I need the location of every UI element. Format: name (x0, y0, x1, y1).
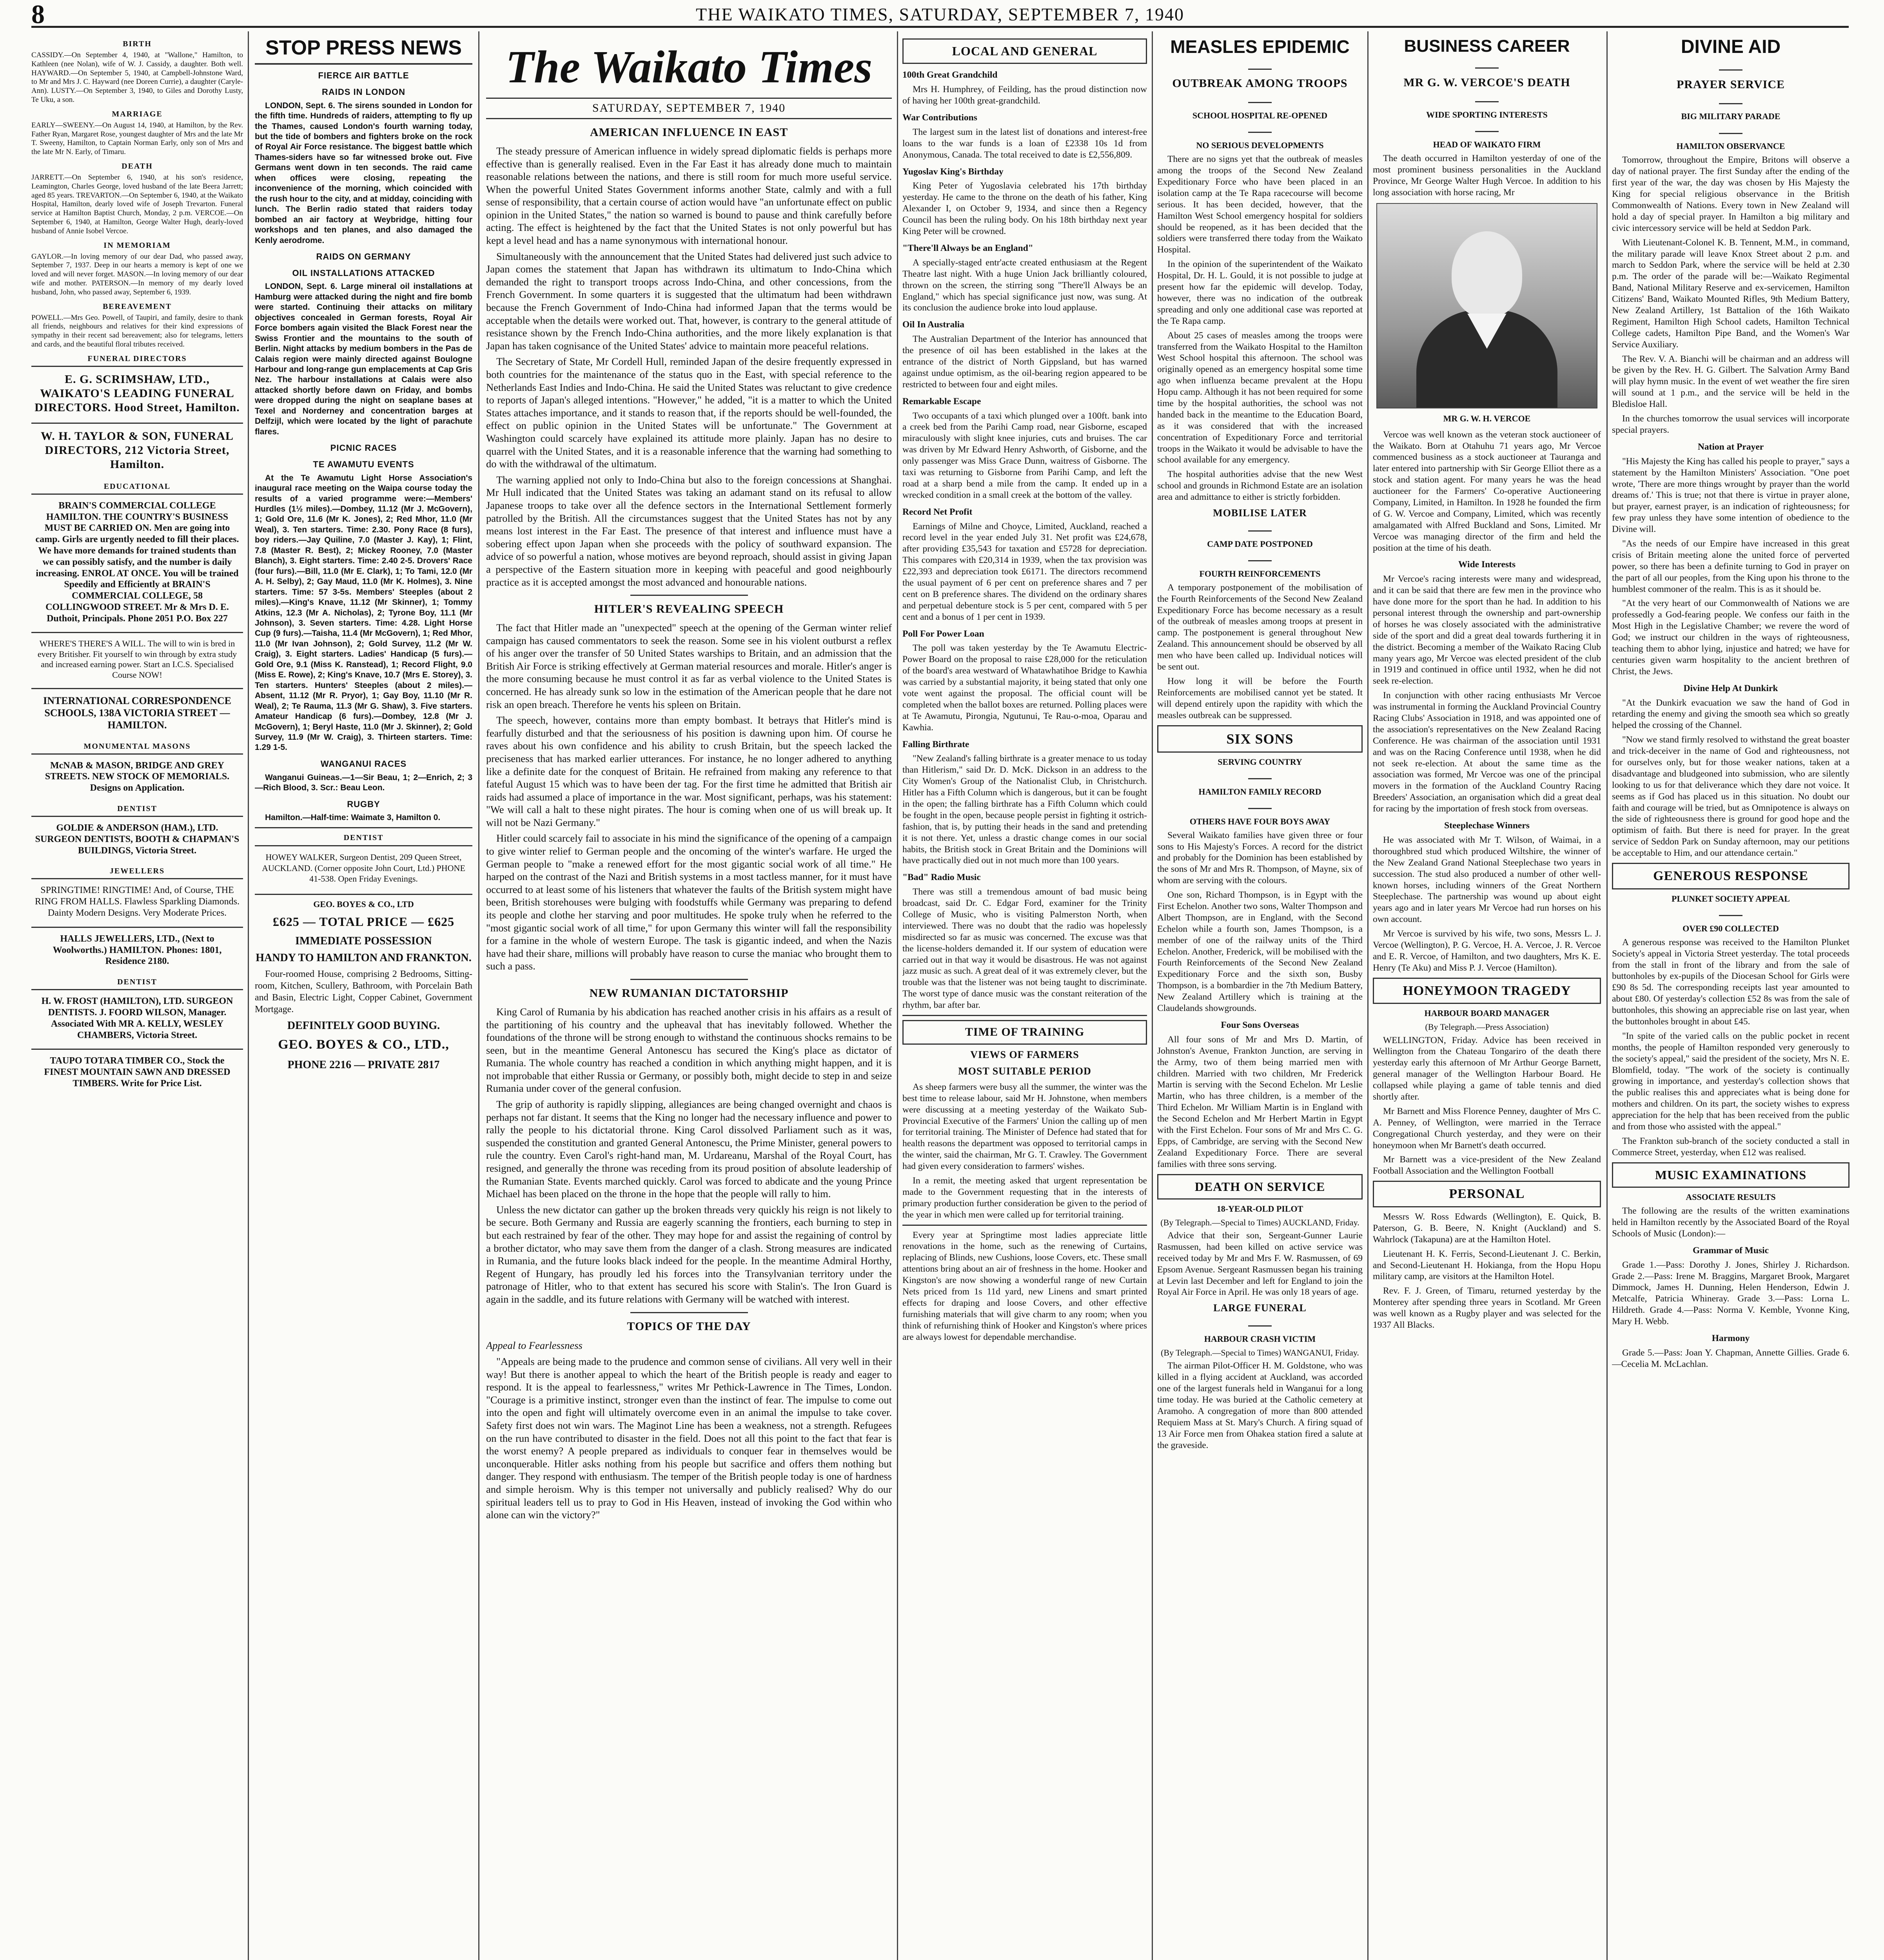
local-subhead: 100th Great Grandchild (902, 70, 998, 80)
local-subhead: Poll For Power Loan (902, 628, 984, 639)
measles-subheadline: SCHOOL HOSPITAL RE-OPENED (1192, 111, 1328, 121)
page-number: 8 (31, 0, 45, 29)
ics-ad: INTERNATIONAL CORRESPONDENCE SCHOOLS, 138A VICTORIA STREET — HAMILTON. (31, 688, 243, 737)
divine-paragraph: In the churches tomorrow the usual services will incorporate special prayers. (1612, 414, 1850, 435)
music-subhead: Harmony (1712, 1333, 1750, 1344)
local-paragraph: As sheep farmers were busy all the summer, the winter was the best time to release labour, said Mr H. Johnstone, when members were discussing at a meeting yesterday of the Waikato Sub-Provincial Executive of the Farmers' Union the calling up of men for territorial training. The Minister of Defence had stated that for health reasons the department was opposed to territorial camps in the winter, said the chairman, Mr G. T. Crawley. The Government had given every consideration to farmers' wishes. (902, 1082, 1147, 1172)
paper-date-line: THE WAIKATO TIMES, SATURDAY, SEPTEMBER 7, 1940 (696, 4, 1184, 24)
divine-headline: DIVINE AID (1681, 36, 1781, 57)
career-subhead: Steeplechase Winners (1444, 820, 1530, 831)
stop-press-heading: RUGBY (347, 799, 380, 809)
career-subheadline: WIDE SPORTING INTERESTS (1426, 110, 1548, 120)
divine-paragraph: "As the needs of our Empire have increased in this great crisis of Britain meeting alone the united force of perverted power, so there has been a definite turning to God in prayer on the part of all our peoples, from the King upon his throne to the humblest commoner of the realm. This is as it should be. (1612, 538, 1850, 594)
boyes-ad-foot: GEO. BOYES & CO., LTD., (278, 1037, 449, 1052)
stop-press-story: LONDON, Sept. 6. The sirens sounded in London for the fifth time. Hundreds of raiders, attempting to fly up the Thames, caused London's fourth warning today, but the tide of bombers and fighters broke on the rock of Royal Air Force resistance. The biggest battle which Thames-siders have so far witnessed broke out. Five Germans went down in ten seconds. The raid came when offices were closing, repeating the inconvenience of the morning, which coincided with the rush hour to the city, and at midday, coinciding with lunch. The Berlin radio stated that raiders today bombed an air factory at Weybridge, hitting four workshops and ten planes, and also damaged the Kenly aerodrome. (255, 101, 472, 245)
local-paragraph: Two occupants of a taxi which plunged over a 100ft. bank into a creek bed from the Parihi Camp road, near Gisborne, escaped miraculously with slight knee injuries, cuts and bruises. The car was driven by Mr Edward Henry Ashworth, of Gisborne, and the only passenger was Miss Grace Dunn, waitress of Gisborne. The taxi was returning to Gisborne from Parihi Camp, and left the road at a sharp bend a mile from the camp. It ended up in a wrecked condition in a small creek at the bottom of the valley. (902, 410, 1147, 500)
editorial-paragraph: The grip of authority is rapidly slipping, allegiances are being changed overnight and chaos is perhaps not far distant. It seems that the King no longer had the necessary influence and power to rally the people to his dictatorial throne. King Carol dissolved Parliament such as it was, suspended the constitution and granted General Antonescu, the Prime Minister, general powers to rule the country. Even Carol's right-hand man, M. Urdareanu, Marshal of the Royal Court, has resigned, and generally the throne was receding from its proud position of absolute leadership of the Rumanian State. Events marched quickly. Carol was forced to abdicate and the young Prince Michael has been placed on the throne in the hope that the people will rally to him. (486, 1098, 892, 1200)
measles-paragraph: In the opinion of the superintendent of the Waikato Hospital, Dr. H. L. Gould, it is not possible to judge at present how far the epidemic will develop. Today, however, there was no indication of the outbreak spreading and only one additional case was reported at the Te Rapa camp. (1157, 259, 1363, 326)
editorial-paragraph: The Secretary of State, Mr Cordell Hull, reminded Japan of the desire frequently expressed in both countries for the maintenance of the status quo in the East, with special reference to the Netherlands East Indies and Indo-China. He said the United States was reluctant to give credence to reports of Japan's alleged intentions. "However," he added, "it is a matter to which the United States attaches importance, and it stands to reason that, if the reports should be well-founded, the effect on public opinion in the United States will be unfortunate." The Government at Washington could scarcely have explained its attitude more plainly. Japan has no desire to quarrel with the United States, and it is a reasonable inference that the warning had something to do with the withdrawal of the ultimatum. (486, 356, 892, 470)
death-on-service-headline: DEATH ON SERVICE (1157, 1174, 1363, 1200)
bereavement-heading: BEREAVEMENT (102, 302, 172, 311)
editorial-paragraph: Unless the new dictator can gather up the broken threads very quickly his reign is not likely to be secure. Both Germany and Russia are eagerly scanning the frontiers, each burning to step in but each restrained by fear of the other. They may hope for and assist the regaining of control by a brother dictator, who may save them from the danger of a clash. Strong measures are indicated in Rumania, and the future looks black indeed for the people. In the meantime Admiral Horthy, Regent of Hungary, has proudly led his forces into the Transylvanian territory under the patronage of Hitler, who to that extent has secured his score with Stalin's. The Iron Guard is again in the saddle, and its future relations with Germany will be watched with interest. (486, 1203, 892, 1305)
local-paragraph: In a remit, the meeting asked that urgent representation be made to the Government requesting that in the interests of primary production further consideration be given to the period of the year in which men were called up for territorial training. (902, 1176, 1147, 1220)
editorial-heading: HITLER'S REVEALING SPEECH (594, 603, 784, 616)
divine-paragraph: "At the Dunkirk evacuation we saw the hand of God in retarding the enemy and giving the smooth sea which so greatly helped the crossing of the Channel. (1612, 697, 1850, 731)
column-rule (248, 31, 249, 1960)
divine-subhead: Divine Help At Dunkirk (1683, 683, 1778, 693)
career-headline: BUSINESS CAREER (1404, 36, 1570, 56)
boyes-ad-sub: IMMEDIATE POSSESSION (295, 935, 432, 947)
editorial-heading: AMERICAN INFLUENCE IN EAST (590, 126, 788, 139)
howey-walker-ad: HOWEY WALKER, Surgeon Dentist, 209 Queen Street, AUCKLAND. (Corner opposite John Court, Ltd.) PHONE 41-538. Open Friday Evenings. (255, 845, 472, 890)
plunket-paragraph: The Frankton sub-branch of the society conducted a stall in Commerce Street, yesterday, when £12 was realised. (1612, 1136, 1850, 1158)
training-headline: TIME OF TRAINING (902, 1020, 1147, 1045)
boyes-ad-price: £625 — TOTAL PRICE — £625 (272, 914, 455, 929)
column-rule (1152, 31, 1153, 1960)
music-headline: MUSIC EXAMINATIONS (1612, 1162, 1850, 1188)
music-subheadline: ASSOCIATE RESULTS (1686, 1192, 1776, 1202)
personal-paragraph: Messrs W. Ross Edwards (Wellington), E. Quick, B. Paterson, G. B. Beere, N. Knight (Auckland) and S. Wahrlock (Takapuna) are at the Hamilton Hotel. (1373, 1212, 1601, 1245)
local-subhead: "Bad" Radio Music (902, 872, 981, 883)
local-general-title: LOCAL AND GENERAL (902, 38, 1147, 64)
stop-press-heading: WANGANUI RACES (320, 759, 407, 769)
boyes-ad-body: Four-roomed House, comprising 2 Bedrooms, Sitting-room, Kitchen, Scullery, Bathroom, with Porcelain Bath and Basin, Electric Light, Copper Cabinet, Government Mortgage. (255, 969, 472, 1015)
music-paragraph: Grade 5.—Pass: Joan Y. Chapman, Annette Gillies. Grade 6.—Cecelia M. McLachlan. (1612, 1347, 1850, 1369)
editorial-paragraph: The speech, however, contains more than empty bombast. It betrays that Hitler's mind is fearfully disturbed and that the seriousness of his position is dawning upon him. Of course he raves about his own confidence and his ability to crush Britain, but the speech lacked the preciseness that has marked earlier utterances. For instance, he no longer adhered to anything like a definite date for the conquest of Britain. He refrained from making any reference to that fateful August 15 which was to have been der tag. For the first time he admitted that British air raids had assumed a place of importance in the war. Most significant, perhaps, was his statement: "We will call a halt to these night pirates. The hour is coming when one of us will break up. It will not be Nazi Germany." (486, 714, 892, 828)
scrimshaw-ad: E. G. SCRIMSHAW, LTD., WAIKATO'S LEADING FUNERAL DIRECTORS. Hood Street, Hamilton. (31, 366, 243, 420)
memoriam-heading: IN MEMORIAM (103, 241, 171, 250)
plunket-subheadline: OVER £90 COLLECTED (1683, 923, 1779, 933)
boyes-ad-sub: DEFINITELY GOOD BUYING. (287, 1019, 440, 1032)
race-results: At the Te Awamutu Light Horse Association's inaugural race meeting on the Waipa course today the results of a varied programme were:—Members' Hurdles (1½ miles).—Dombey, 11.12 (Mr J. McGovern), 1; Gold Ore, 11.6 (Mr K. Jones), 2; Red Mhor, 11.0 (Mr Weal), 3. Ten starters. Time: 2.30. Pony Race (8 furs), boy riders.—Jay Quiline, 7.0 (Master J. Kay), 1; Flint, 7.8 (Master R. Best), 2; Mickey Rooney, 7.0 (Master Blanch), 3. Eight starters. Time: 2.40 2-5. Drovers' Race (four furs).—Bill, 11.0 (Mr E. Clark), 1; To Tami, 12.0 (Mr A. H. Selby), 2; Gay Maud, 11.0 (Mr K. Holmes), 3. Nine starters. Time: 57 3-5s. Members' Steeples (about 2 miles).—King's Knave, 11.12 (Mr Skinner), 1; Tommy Atkins, 12.3 (Mr A. Nicholas), 2; Tyrone Boy, 11.1 (Mr Johnson), 3. Seven starters. Time: 4.28. Light Horse Cup (9 furs).—Taisha, 11.4 (Mr McGovern), 1; Red Mhor, 11.0 (Mr Ivan Johnson), 2; Gold Survey, 11.2 (Mr W. Craig), 3. Eight starters. Ladies' Handicap (5 furs).—Gold Ore, 9.1 (Miss K. Ranstead), 1; Record Flight, 9.0 (Miss E. Rowe), 2; King's Knave, 10.7 (Mrs E. Storey), 3. Ten starters. Hunters' Steeples (about 2 miles).—Absent, 11.12 (Mr R. Pryor), 1; Gay Boy, 11.10 (Mr R. Weal), 2; Te Rauma, 11.3 (Mr G. Shaw), 3. Five starters. Amateur Handicap (6 furs).—Dombey, 12.8 (Mr J. McGovern), 1; Beryl Haste, 11.0 (Mr J. Skinner), 2; Gold Survey, 11.9 (Mr W. Craig), 3. Thirteen starters. Time: 1.29 1-5. (255, 473, 472, 752)
divine-subheadline: HAMILTON OBSERVANCE (1676, 141, 1785, 151)
topic-subhead: Appeal to Fearlessness (486, 1339, 583, 1352)
editorial-paragraph: Simultaneously with the announcement that the United States had delivered just such advice to Japan comes the statement that Japan has withdrawn its ultimatum to Indo-China which demanded the right to transport troops across Indo-China, and other concessions, from the French Government. In some quarters it is suggested that the ultimatum had been withdrawn because the French Government of Indo-China had informed Japan that the terms would be acceptable when the details were worked out. That, however, is contrary to the general attitude of resistance shown by the French Indo-China authorities, and the more likely explanation is that Japan has taken cognisance of the United States' advice to maintain more peaceful relations. (486, 250, 892, 352)
stop-press-subheading: RAIDS IN LONDON (322, 87, 405, 97)
career-paragraph: He was associated with Mr T. Wilson, of Waimai, in a thoroughbred stud which produced Wiltshire, the winner of the New Zealand Grand National Steeplechase two years in succession. The stud also produced a number of other well-known horses, including winners of the Great Northern Steeplechase. The partnership was wound up about eight years ago and in later years Mr Vercoe had run horses on his own account. (1373, 835, 1601, 925)
births-heading: BIRTH (123, 40, 152, 48)
local-paragraph: The poll was taken yesterday by the Te Awamutu Electric-Power Board on the proposal to raise £28,000 for the reticulation of the board's area westward of Whatawhatihoe Bridge to Kawhia was carried by a substantial majority, it being stated that only one vote went against the proposal. The official count will be completed when the ballot boxes are returned. Polling places were at Te Awamutu, Pirongia, Ngutunui, Te Rau-o-moa, Oparau and Kawhia. (902, 643, 1147, 733)
local-subhead: Falling Birthrate (902, 739, 969, 750)
stop-press-subheading: OIL INSTALLATIONS ATTACKED (292, 268, 435, 278)
measles-subheadline: OUTBREAK AMONG TROOPS (1172, 77, 1348, 90)
mcnab-ad: McNAB & MASON, BRIDGE AND GREY STREETS. NEW STOCK OF MEMORIALS. Designs on Application. (31, 753, 243, 799)
race-results: Wanganui Guineas.—1—Sir Beau, 1; 2—Enrich, 2; 3—Rich Blood, 3. Scr.: Beau Leon. (255, 773, 472, 793)
editorial-paragraph: The warning applied not only to Indo-China but also to the foreign concessions at Shanghai. Mr Hull indicated that the United States was taking an adamant stand on its refusal to allow Japanese troops to take over all the defence sectors in the International Settlement formerly patrolled by the British. All the circumstances suggest that the United States has not by any means lost interest in the Far East. The presence of that interest and influence must have a sobering effect upon Japan when she proceeds with the policy of southward expansion. The advice of so powerful a nation, whose motives are beyond reproach, should assist in giving Japan a perspective of the Eastern situation more in keeping with peaceful and good neighbourly practice as it is accepted amongst the most advanced and honourable nations. (486, 474, 892, 588)
personal-headline: PERSONAL (1373, 1181, 1601, 1207)
career-paragraph: Mr Vercoe is survived by his wife, two sons, Messrs L. J. Vercoe (Wellington), P. G. Vercoe, H. A. Vercoe, J. R. Vercoe and E. R. Vercoe, of Hamilton, and two daughters, Mrs K. E. Henry (Te Aku) and Miss P. J. Vercoe (Hamilton). (1373, 929, 1601, 973)
stop-press-heading: RAIDS ON GERMANY (316, 251, 411, 261)
births-notices: CASSIDY.—On September 4, 1940, at "Wallone," Hamilton, to Kathleen (nee Nolan), wife of W. J. Cassidy, a daughter. Both well. HAYWARD.—On September 5, 1940, at Campbell-Johnstone Ward, to Mr and Mrs J. C. Hayward (nee Doreen Currie), a daughter (Caryle-Ann). LUSTY.—On September 3, 1940, to Giles and Dorothy Lusty, Te Uku, a son. (31, 51, 243, 104)
stop-press-story: LONDON, Sept. 6. Large mineral oil installations at Hamburg were attacked during the night and fire bomb were started. Continuing their attacks on military objectives concealed in German forests, Royal Air Force bombers again visited the Black Forest near the Swiss Frontier and the mountains to the south of Berlin. Night attacks by medium bombers in the Pas de Calais region were mainly directed against Boulogne Harbour and long-range gun emplacements at Cap Gris Nez. The harbour installations at Calais were also attacked shortly before dawn on Friday, and bombs were dropped during the night on seaplane bases at Texel and Norderney and concentration barges at Delfzijl, which were located by the light of parachute flares. (255, 282, 472, 436)
mobilise-paragraph: A temporary postponement of the mobilisation of the Fourth Reinforcements of the Second New Zealand Expeditionary Force has become necessary as a result of the outbreak of measles among troops at present in camp. The postponement is general throughout New Zealand. This announcement should be observed by all men who have been called up. Individual notices will be sent out. (1157, 582, 1363, 672)
funeral-directors-heading: FUNERAL DIRECTORS (87, 354, 187, 363)
plunket-subheadline: PLUNKET SOCIETY APPEAL (1672, 893, 1790, 904)
plunket-paragraph: A generous response was received to the Hamilton Plunket Society's appeal in Victoria Street yesterday. The total proceeds from the stall in front of the library and from the sale of buttonholes by ex-pupils of the Diocesan School for Girls were £90 8s 5d. The corresponding receipts last year amounted to about £80. Of yesterday's collection £52 8s was from the sale of buttonholes, this showing an appreciable rise on last year, when the buttonholes brought in about £45. (1612, 937, 1850, 1027)
death-on-service-subheadline: 18-YEAR-OLD PILOT (1216, 1203, 1303, 1214)
monumental-heading: MONUMENTAL MASONS (83, 742, 191, 751)
springtime-ad: SPRINGTIME! RINGTIME! And, of Course, THE RING FROM HALLS. Flawless Sparkling Diamonds. Dainty Modern Designs. Very Moderate Prices. (31, 878, 243, 924)
local-subhead: "There'll Always be an England" (902, 243, 1033, 253)
brains-college-ad: BRAIN'S COMMERCIAL COLLEGE HAMILTON. THE COUNTRY'S BUSINESS MUST BE CARRIED ON. Men are going into camp. Girls are urgently needed to fill their places. We have more demands for trained students than we can possibly satisfy, and the number is daily increasing. ENROL AT ONCE. You will be trained Speedily and Efficiently at BRAIN'S COMMERCIAL COLLEGE, 58 COLLINGWOOD STREET. Mr & Mrs D. E. Duthoit, Principals. Phone 2051 P.O. Box 227 (31, 494, 243, 630)
measles-column (1157, 34, 1363, 1960)
personal-paragraph: Lieutenant H. K. Ferris, Second-Lieutenant J. C. Berkin, and Second-Lieutenant H. Hokianga, from the Hopu Hopu military camp, are visitors at the Hamilton Hotel. (1373, 1249, 1601, 1282)
taupo-totara-ad: TAUPO TOTARA TIMBER CO., Stock the FINEST MOUNTAIN SAWN AND DRESSED TIMBERS. Write for Price List. (31, 1049, 243, 1094)
plunket-paragraph: "In spite of the varied calls on the public pocket in recent months, the people of Hamilton responded very generously to the society's appeal," said the president of the society, Mrs N. E. Blomfield, today. "The work of the society is continually growing in importance, and yesterday's collection shows that the public realises this and appreciates what is being done for mothers and children. On its part, the society wishes to express appreciation for the help that has been received from the public and from those who assisted with the appeal." (1612, 1031, 1850, 1132)
career-paragraph: Vercoe was well known as the veteran stock auctioneer of the Waikato. Born at Otahuhu 71 years ago, Mr Vercoe commenced business as a stock auctioneer at Tauranga and later entered into partnership with Sir George Elliot there as a stock and station agent. For many years he was the head auctioneer for the Farmers' Co-operative Auctioneering Company, Limited, in Hamilton. In 1928 he founded the firm of G. W. Vercoe and Company, Limited, which was recently amalgamated with Alfred Buckland and Sons, Limited. Mr Vercoe was managing director of the firm and held the position at the time of his death. (1373, 429, 1601, 553)
vercoe-portrait-photo (1376, 203, 1597, 408)
funeral-subheadline: HARBOUR CRASH VICTIM (1204, 1334, 1316, 1344)
marriage-heading: MARRIAGE (112, 109, 163, 118)
mobilise-subheadline: CAMP DATE POSTPONED (1207, 539, 1313, 549)
jewellers-heading: JEWELLERS (109, 867, 165, 876)
memoriam-notices: GAYLOR.—In loving memory of our dear Dad, who passed away, September 7, 1937. Deep in our hearts a memory is kept of one we loved and will never forget. MASON.—In loving memory of our dear wife and mother. PATERSON.—In memory of my dearly loved husband, John, who passed away, September 6, 1939. (31, 252, 243, 296)
music-subhead: Grammar of Music (1692, 1245, 1769, 1256)
career-subheadline: HEAD OF WAIKATO FIRM (1433, 140, 1541, 149)
career-paragraph: In conjunction with other racing enthusiasts Mr Vercoe was instrumental in forming the Auckland Provincial Country Racing Clubs' Association in 1918, and was appointed one of the association's representatives on the New Zealand Racing Conference. He was chairman of the association until 1931 and was on the Racing Conference until 1938, when he did not seek re-election. At about the same time as the association was formed, Mr Vercoe was one of the principal movers in the formation of the Auckland Country Racing Breeders' Association, an organisation which did a great deal for racing by the importation of fresh stock from overseas. (1373, 690, 1601, 814)
local-subhead: Record Net Profit (902, 506, 973, 517)
byline: (By Telegraph.—Special to Times) WANGANUI, Friday. (1161, 1348, 1359, 1358)
editorial-paragraph: King Carol of Rumania by his abdication has reached another crisis in his affairs as a result of the partitioning of his country and the upheaval that has inevitably followed. Whether the foundations of the throne will be strong enough to withstand the continuous shocks remains to be seen, but in the meantime General Antonescu has secured the King's place as dictator of Rumania. The whole country has reached a condition in which anything might happen, and it is not improbable that either Russia or Germany, or possibly both, might decide to step in and seize Rumania under cover of the general confusion. (486, 1005, 892, 1094)
six-sons-subheadline: OTHERS HAVE FOUR BOYS AWAY (1189, 816, 1330, 826)
masthead: The Waikato Times (505, 41, 873, 93)
local-subhead: Oil In Australia (902, 319, 965, 330)
editorial-heading: TOPICS OF THE DAY (627, 1319, 751, 1333)
editorial-paragraph: Hitler could scarcely fail to associate in his mind the significance of the opening of a campaign to give winter relief to German people and the oncoming of the winter's warfare. He urged the German people to "make a renewed effort for the most gigantic social work of all time." He harped on the contrast of the Nazi and British systems in a most tactless manner, for it must have occurred to at least some of his listeners that whatever the faults of the British system might have been, British storehouses were bulging with foodstuffs while Germany was preparing to defend its people and clothe her starving and poor multitudes. He spoke truly when he referred to the "most gigantic social work of all time," for upon Germany this winter will fall the responsibility for a famine in the whole of western Europe. The task is gigantic indeed, and when the Nazis have had their share, millions will probably have reason to curse the maniac who brought them to such a pass. (486, 832, 892, 972)
music-paragraph: The following are the results of the written examinations held in Hamilton recently by the Associated Board of the Royal Schools of Music (London):— (1612, 1206, 1850, 1239)
divine-subheadline: PRAYER SERVICE (1676, 78, 1785, 91)
local-paragraph: King Peter of Yugoslavia celebrated his 17th birthday yesterday. He came to the throne on the death of his father, King Alexander I, on October 9, 1934, and since then a Regency Council has been the ruling body. On his 18th birthday next year King Peter will be crowned. (902, 181, 1147, 237)
death-on-service-paragraph: Advice that their son, Sergeant-Gunner Laurie Rasmussen, had been killed on active service was received today by Mr and Mrs F. W. Rasmussen, of 69 Epsom Avenue. Sergeant Rasmussen began his training at Levin last December and left for England to join the Royal Air Force in April. He was only 18 years of age. (1157, 1230, 1363, 1298)
honeymoon-subheadline: HARBOUR BOARD MANAGER (1424, 1008, 1550, 1018)
educational-heading: EDUCATIONAL (103, 482, 171, 491)
stop-press-heading: PICNIC RACES (330, 443, 397, 453)
local-paragraph: Earnings of Milne and Choyce, Limited, Auckland, reached a record level in the year ended July 31. Net profit was £24,678, after providing £35,543 for taxation and £5728 for depreciation. This compares with £20,314 in 1939, when the tax provision was £22,393 and depreciation took £6171. The directors recommend the usual payment of 6 per cent on preference shares and 7 per cent on B preference shares. The dividend on the ordinary shares and perpetual debenture stock is 5 per cent, compared with 5 per cent and a bonus of 1 per cent in 1939. (902, 521, 1147, 622)
boyes-ad-sub: HANDY TO HAMILTON AND FRANKTON. (256, 952, 472, 964)
divine-paragraph: Tomorrow, throughout the Empire, Britons will observe a day of national prayer. The first Sunday after the ending of the first year of the war, the day was chosen by His Majesty the King for special religious observance in the British Commonwealth of Nations. Every town in New Zealand will hold a day of special prayer. In Hamilton a big military and civic intercessory service will be held at Seddon Park. (1612, 155, 1850, 233)
divine-paragraph: "Now we stand firmly resolved to withstand the great boaster and trick-deceiver in the name of God and righteousness, not for ourselves only, but for those weaker nations, taken at a disadvantage and bludgeoned into submission, who are silently looking to us for that deliverance which they dare not voice. It seems as if God has placed us in this situation. No doubt our faith and courage will be tried, but as Omnipotence is always on the side of righteousness there is ground for good hope and the optimism of faith. But there is need for prayer. In the great service of Seddon Park on Sunday afternoon, may our petitions be acceptable to Him, and our attendance certain." (1612, 735, 1850, 858)
editorial-paragraph: The fact that Hitler made an "unexpected" speech at the opening of the German winter relief campaign has caused commentators to seek the reason. Some see in his violent outburst a reflex of his anger over the transfer of 50 United States warships to Britain, and an admission that the British Air Force is striking effectively at German material resources and morale. Hitler's anger is the more consuming because he must control it as far as verbal violence to the United States is concerned. He has already sunk so low in the estimation of the American people that he dare not risk an open breach. Therefore he vents his spleen on Britain. (486, 621, 892, 710)
goldie-ad: GOLDIE & ANDERSON (HAM.), LTD. SURGEON DENTISTS, BOOTH & CHAPMAN'S BUILDINGS, Victoria Street. (31, 816, 243, 862)
funeral-paragraph: The airman Pilot-Officer H. M. Goldstone, who was killed in a flying accident at Auckland, was accorded one of the largest funerals held in Wanganui for a long time today. He was buried at the Catholic cemetery at Aramoho. A congregation of more than 800 attended Requiem Mass at St. Mary's Church. A firing squad of 13 Air Force men from Ohakea station fired a salute at the graveside. (1157, 1361, 1363, 1450)
byline: (By Telegraph.—Press Association) (1425, 1022, 1549, 1032)
death-notices: JARRETT.—On September 6, 1940, at his son's residence, Leamington, Charles George, loved husband of the late Beera Jarrett; aged 85 years. TREVARTON.—On September 6, 1940, at the Waikato Hospital, Hamilton, dearly loved wife of Joseph Trevarton. Funeral service at Hamilton Baptist Church, Monday, 2 p.m. VERCOE.—On September 6, 1940, at Hamilton, George Walter Hugh, dearly-loved husband of Annie Isobel Vercoe. (31, 173, 243, 235)
marriage-notices: EARLY—SWEENY.—On August 14, 1940, at Hamilton, by the Rev. Father Ryan, Margaret Rose, youngest daughter of Mrs and the late Mr T. Sweeny, Hamilton, to Captain Norman Early, only son of Mrs and the late Mr N. Early, of Timaru. (31, 121, 243, 156)
column-rule (1367, 31, 1369, 1960)
local-paragraph: The Australian Department of the Interior has announced that the presence of oil has been established in the lakes at the entrance of the district of North Gippsland, but has warned against undue optimism, as the oil-bearing region appeared to be restricted to between four and eight miles. (902, 334, 1147, 390)
career-subhead: Wide Interests (1458, 559, 1516, 570)
divine-aid-column (1612, 34, 1850, 1960)
six-sons-subheadline: HAMILTON FAMILY RECORD (1198, 786, 1321, 797)
page-header (31, 2, 1849, 28)
divine-paragraph: With Lieutenant-Colonel K. B. Tennent, M.M., in command, the military parade will leave Knox Street about 2 p.m. and march to Seddon Park, where the service will be held at 2.30 p.m. The order of the parade will be:—Waikato Regimental Band, National Military Reserve and ex-servicemen, Hamilton Citizens' Band, Waikato Mounted Rifles, 9th Medium Battery, New Zealand Artillery, 1st Battalion of the 16th Waikato Regiment, Hamilton High School cadets, Hamilton Technical College cadets, Hamilton Pipe Band, and the Women's War Service Auxiliary. (1612, 237, 1850, 350)
measles-paragraph: About 25 cases of measles among the troops were transferred from the Waikato Hospital to the Hamilton West School hospital this afternoon. The school was originally opened as an emergency hospital some time ago when influenza became prevalent at the Hopu Hopu camp. Although it has not been required for some time by the hospital authorities, the school was not handed back in the meantime to the Education Board, as it was considered that with the increased concentration of Expeditionary Force and territorial troops in the Waikato it would be advisable to have the school available for any emergency. (1157, 330, 1363, 465)
boyes-ad-head: GEO. BOYES & CO., LTD (313, 899, 414, 909)
mobilise-subheadline: FOURTH REINFORCEMENTS (1199, 568, 1321, 579)
death-heading: DEATH (122, 162, 153, 171)
ics-will-ad: WHERE'S THERE'S A WILL. The will to win is bred in every Britisher. Fit yourself to win through by extra study and increased earning power. Start an I.C.S. Specialised Course NOW! (31, 632, 243, 686)
six-sons-subheadline: SERVING COUNTRY (1218, 757, 1302, 767)
dentist-label: DENTIST (343, 833, 384, 842)
honeymoon-paragraph: Mr Barnett was a vice-president of the New Zealand Football Association and the Wellington Football (1373, 1154, 1601, 1176)
divine-paragraph: "At the very heart of our Commonwealth of Nations we are professedly a God-fearing people. We confess our faith in the Most High in the Legislative Chamber; we revere the word of God; we instruct our children in the ways of righteousness, teaching them to abhor lying, injustice and hatred; we have for centuries given warm hospitality to the ancient brethren of Christ, the Jews. (1612, 598, 1850, 677)
career-subheadline: MR G. W. VERCOE'S DEATH (1403, 76, 1570, 89)
divine-subhead: Nation at Prayer (1697, 441, 1764, 452)
column-rule (897, 31, 898, 1960)
mobilise-paragraph: How long it will be before the Fourth Reinforcements are mobilised cannot yet be stated. It will depend entirely upon the rapidity with which the measles outbreak can be suppressed. (1157, 676, 1363, 720)
column-rule (1606, 31, 1608, 1960)
editorial-paragraph: "Appeals are being made to the prudence and common sense of civilians. All very well in their way! But there is another appeal to which the heart of the British people is ready and eager to respond. It is the appeal to fearlessness," writes Mr Pethick-Lawrence in The Times, London. "Courage is a primitive instinct, stronger even than the instinct of fear. The impulse to come out into the open and fight will ultimately overcome even in an animal the impulse to take cover. Safety first does not win wars. The Maginot Line has been a weakness, not a strength. Refugees on the run have contributed to disaster in the field. Does not all this point to the fact that fear is the worst enemy? A people prepared as individuals to conquer fear in themselves would be unconquerable. Hitler asks nothing from his people but sacrifice and offers them nothing but danger. They respond with enthusiasm. The temper of the British people today is one of hardness and simple heroism. Why is this temper not universally and publicly realised? Why do our spiritual leaders tell us to pray to God in His Heaven, instead of invoking the God within who alone can win the victory?" (486, 1356, 892, 1521)
dentist-heading: DENTIST (117, 804, 157, 813)
honeymoon-headline: HONEYMOON TRAGEDY (1373, 978, 1601, 1004)
training-subheadline: VIEWS OF FARMERS (970, 1049, 1079, 1060)
measles-subheadline: NO SERIOUS DEVELOPMENTS (1196, 140, 1324, 151)
six-sons-headline: SIX SONS (1157, 725, 1363, 753)
measles-paragraph: The hospital authorities advise that the new West school and grounds in Richmond Estate are an isolation area and admittance to either is strictly forbidden. (1157, 469, 1363, 503)
measles-headline: MEASLES EPIDEMIC (1170, 36, 1350, 57)
measles-paragraph: There are no signs yet that the outbreak of measles among the troops of the Second New Zealand Expeditionary Force who have been placed in an isolation camp at the Te Rapa racecourse will become serious. It has been decided, however, that the Hamilton West School emergency hospital for soldiers should be reopened, as it has been decided that the soldiers were transferred there today from the Waikato Hospital. (1157, 154, 1363, 255)
local-paragraph: Mrs H. Humphrey, of Feilding, has the proud distinction now of having her 100th great-grandchild. (902, 84, 1147, 106)
divine-paragraph: "His Majesty the King has called his people to prayer," says a statement by the Hamilton Ministers' Association. "One poet wrote, 'There are more things wrought by prayer than the world dreams of.' This is true; not that there is virtue in prayer alone, but prayer, earnest prayer, is an indication of righteousness; for few pray unless they have some intention of obedience to the Divine will. (1612, 456, 1850, 535)
stop-press-subheading: TE AWAMUTU EVENTS (313, 459, 414, 469)
stop-press-heading: FIERCE AIR BATTLE (318, 71, 409, 81)
six-sons-paragraph: One son, Richard Thompson, is in Egypt with the First Echelon. Another two sons, Walter Thompson and Albert Thompson, are in England, with the Second Echelon while a fourth son, James Thompson, is a member of one of the railway units of the Third Echelon. Another, Frederick, will be mobilised with the Fourth Reinforcements of the Second New Zealand Expeditionary Force and the sixth son, Busby Thompson, is a bombardier in the 7th Medium Battery, New Zealand Artillery which is training at the Claudelands showgrounds. (1157, 890, 1363, 1014)
honeymoon-paragraph: WELLINGTON, Friday. Advice has been received in Wellington from the Chateau Tongariro of the death there yesterday early this afternoon of Mr Arthur George Barnett, general manager of the Wellington Harbour Board. He collapsed while playing a game of table tennis and died shortly after. (1373, 1035, 1601, 1102)
local-subhead: War Contributions (902, 113, 977, 123)
six-sons-subhead: Four Sons Overseas (1221, 1020, 1299, 1030)
career-paragraph: Mr Vercoe's racing interests were many and widespread, and it can be said that there are few men in the province who have done more for the sport than he had. In addition to his personal interest through the ownership and part-ownership of horses he was closely associated with the administrative side of the sport and did a great deal towards furthering it in the district. Becoming a member of the Waikato Racing Club many years ago, Mr Vercoe was elected president of the club in 1919 and continued in office until 1932, when he did not seek re-election. (1373, 574, 1601, 686)
funeral-headline: LARGE FUNERAL (1213, 1302, 1307, 1314)
editorial-column (486, 34, 892, 1960)
halls-ad: HALLS JEWELLERS, LTD., (Next to Woolworths.) HAMILTON. Phones: 1801, Residence 2180. (31, 927, 243, 973)
local-paragraph: A specially-staged entr'acte created enthusiasm at the Regent Theatre last night. With a huge Union Jack brilliantly coloured, thrown on the screen, the stirring song "There'll Always be an England," which has special significance just now, was sung. At its conclusion the audience broke into loud applause. (902, 257, 1147, 313)
training-subheadline: MOST SUITABLE PERIOD (958, 1065, 1091, 1077)
classified-column (31, 34, 243, 1960)
taylor-ad: W. H. TAYLOR & SON, FUNERAL DIRECTORS, 212 Victoria Street, Hamilton. (31, 423, 243, 477)
local-subhead: Yugoslav King's Birthday (902, 166, 1004, 177)
divine-subheadline: BIG MILITARY PARADE (1681, 111, 1781, 122)
plunket-headline: GENEROUS RESPONSE (1612, 863, 1850, 889)
stop-press-column (255, 34, 472, 1960)
frost-ad: H. W. FROST (HAMILTON), LTD. SURGEON DENTISTS. J. FOORD WILSON, Manager. Associated With MR A. KELLY, WESLEY CHAMBERS, Victoria Street. (31, 989, 243, 1046)
local-general-column (902, 34, 1147, 1960)
column-rule (478, 31, 479, 1960)
editorial-paragraph: The steady pressure of American influence in widely spread diplomatic fields is perhaps more effective than is generally realised. Even in the Far East it has already done much to maintain reasonable relations between the nations, and there is still room for much more useful service. When the powerful United States Government informs another State, calmly and with a full sense of responsibility, that a certain course of action would have "an unfortunate effect on public opinion in the United States," the nation so warned is bound to pause and think carefully before acting. The effect is heightened by the fact that the United States is not only powerful but has kept a level head and has a name synonymous with international honour. (486, 145, 892, 247)
divine-paragraph: The Rev. V. A. Bianchi will be chairman and an address will be given by the Rev. H. G. Gilbert. The Salvation Army Band will play hymn music. In the event of wet weather the fire siren will sound at 1 p.m., and the service will be held in the Bledisloe Hall. (1612, 354, 1850, 410)
local-subhead: Remarkable Escape (902, 396, 981, 407)
photo-caption: MR G. W. H. VERCOE (1443, 413, 1531, 423)
byline: (By Telegraph.—Special to Times) AUCKLAND, Friday. (1160, 1217, 1359, 1227)
six-sons-paragraph: All four sons of Mr and Mrs D. Martin, of Johnston's Avenue, Frankton Junction, are serving in the Army, two of them being married men with children. Married with two children, Mr Frederick Martin is serving with the Second Echelon. Mr Leslie Martin, who has three children, is a member of the Third Echelon. Mr William Martin is in England with the Second Echelon and Mr Herbert Martin in Egypt with the First Echelon. Four sons of Mr and Mrs C. G. Epps, of Cambridge, are serving with the Second New Zealand Expeditionary Force. There are several families with three sons serving. (1157, 1034, 1363, 1169)
bereavement-notices: POWELL.—Mrs Geo. Powell, of Taupiri, and family, desire to thank all friends, neighbours and relatives for their kind expressions of sympathy in their recent sad bereavement; also for telegrams, letters and cards, and the beautiful floral tributes received. (31, 313, 243, 348)
dentist-heading-2: DENTIST (117, 978, 157, 987)
honeymoon-paragraph: Mr Barnett and Miss Florence Penney, daughter of Mrs C. A. Penney, of Wellington, were married in the Terrace Congregational Church yesterday, and they were on their honeymoon when Mr Barnett's death occurred. (1373, 1106, 1601, 1151)
mobilise-headline: MOBILISE LATER (1213, 507, 1307, 519)
editorial-heading: NEW RUMANIAN DICTATORSHIP (589, 987, 789, 1000)
local-paragraph: "New Zealand's falling birthrate is a greater menace to us today than Hitlerism," said Dr. D. McK. Dickson in an address to the City Women's Group of the Nationalist Club, in Christchurch. Hitler has a Fifth Column which is dangerous, but it can be fought in the open; the falling birthrate has a Fifth Column which could be fought in the open, because people persist in fighting it ostrich-fashion, that is, by putting their heads in the sand and pretending it is not there. Yet, unless a drastic change comes in our social habits, the British stock in Great Britain and the Dominions will have practically died out in not much more than 100 years. (902, 753, 1147, 866)
stop-press-title: STOP PRESS NEWS (255, 37, 472, 65)
boyes-ad-phone: PHONE 2216 — PRIVATE 2817 (287, 1058, 440, 1071)
six-sons-paragraph: Several Waikato families have given three or four sons to His Majesty's Forces. A record for the district and probably for the Dominion has been established by the sons of Mr and Mrs R. Thompson, of Mayne, six of whom are serving with the colours. (1157, 830, 1363, 886)
advertorial-paragraph: Every year at Springtime most ladies appreciate little renovations in the home, such as the renewing of Curtains, replacing of Blinds, new Cushions, loose Covers, etc. These small attentions bring about an air of freshness in the home. Hooker and Kingston's are now showing a wonderful range of new Curtain Nets priced from 1s 11d yard, new Linens and smart printed effects for draping and loose Covers, and other effective furnishing materials that will give charm to any room; when you think of refurnishing think of Hooker and Kingston's where prices are always lowest for dependable merchandise. (902, 1230, 1147, 1342)
local-paragraph: The largest sum in the latest list of donations and interest-free loans to the war funds is a loan of £2338 10s 1d from Anonymous, Canada. The total received to date is £2,556,809. (902, 127, 1147, 160)
rugby-result: Hamilton.—Half-time: Waimate 3, Hamilton 0. (265, 813, 441, 822)
masthead-date: SATURDAY, SEPTEMBER 7, 1940 (486, 98, 892, 119)
personal-paragraph: Rev. F. J. Green, of Timaru, returned yesterday by the Monterey after spending three years in Scotland. Mr Green was well known as a Rugby player and was selected for the 1937 All Blacks. (1373, 1286, 1601, 1330)
music-paragraph: Grade 1.—Pass: Dorothy J. Jones, Shirley J. Richardson. Grade 2.—Pass: Irene M. Braggins, Margaret Brook, Margaret Dimmock, James H. Dunning, Helen Henderson, Edwin J. Metcalfe, Patricia Whineray. Grade 3.—Pass: Lorna L. Hildreth. Grade 4.—Pass: Norma V. Kemble, Yvonne King, Mary H. Webb. (1612, 1259, 1850, 1327)
business-career-column (1373, 34, 1601, 1960)
local-paragraph: There was still a tremendous amount of bad music being broadcast, said Dr. C. Edgar Ford, examiner for the Trinity College of Music, who is visiting Palmerston North, when interviewed. There was no doubt that the radio was hopelessly misdirected so far as music was concerned. The excuse was that the license-holders demanded it. If our system of education were carried out in that way it would be disastrous. He was not against jazz music as such. A great deal of it was extremely clever, but the trouble was that the listener was not being taught to discriminate. The worst type of dance music was the constant reiteration of the rhythm, bar after bar. (902, 887, 1147, 1011)
career-paragraph: The death occurred in Hamilton yesterday of one of the most prominent business personalities in the Auckland Province, Mr George Walter Hugh Vercoe. In addition to his long association with horse racing, Mr (1373, 153, 1601, 198)
